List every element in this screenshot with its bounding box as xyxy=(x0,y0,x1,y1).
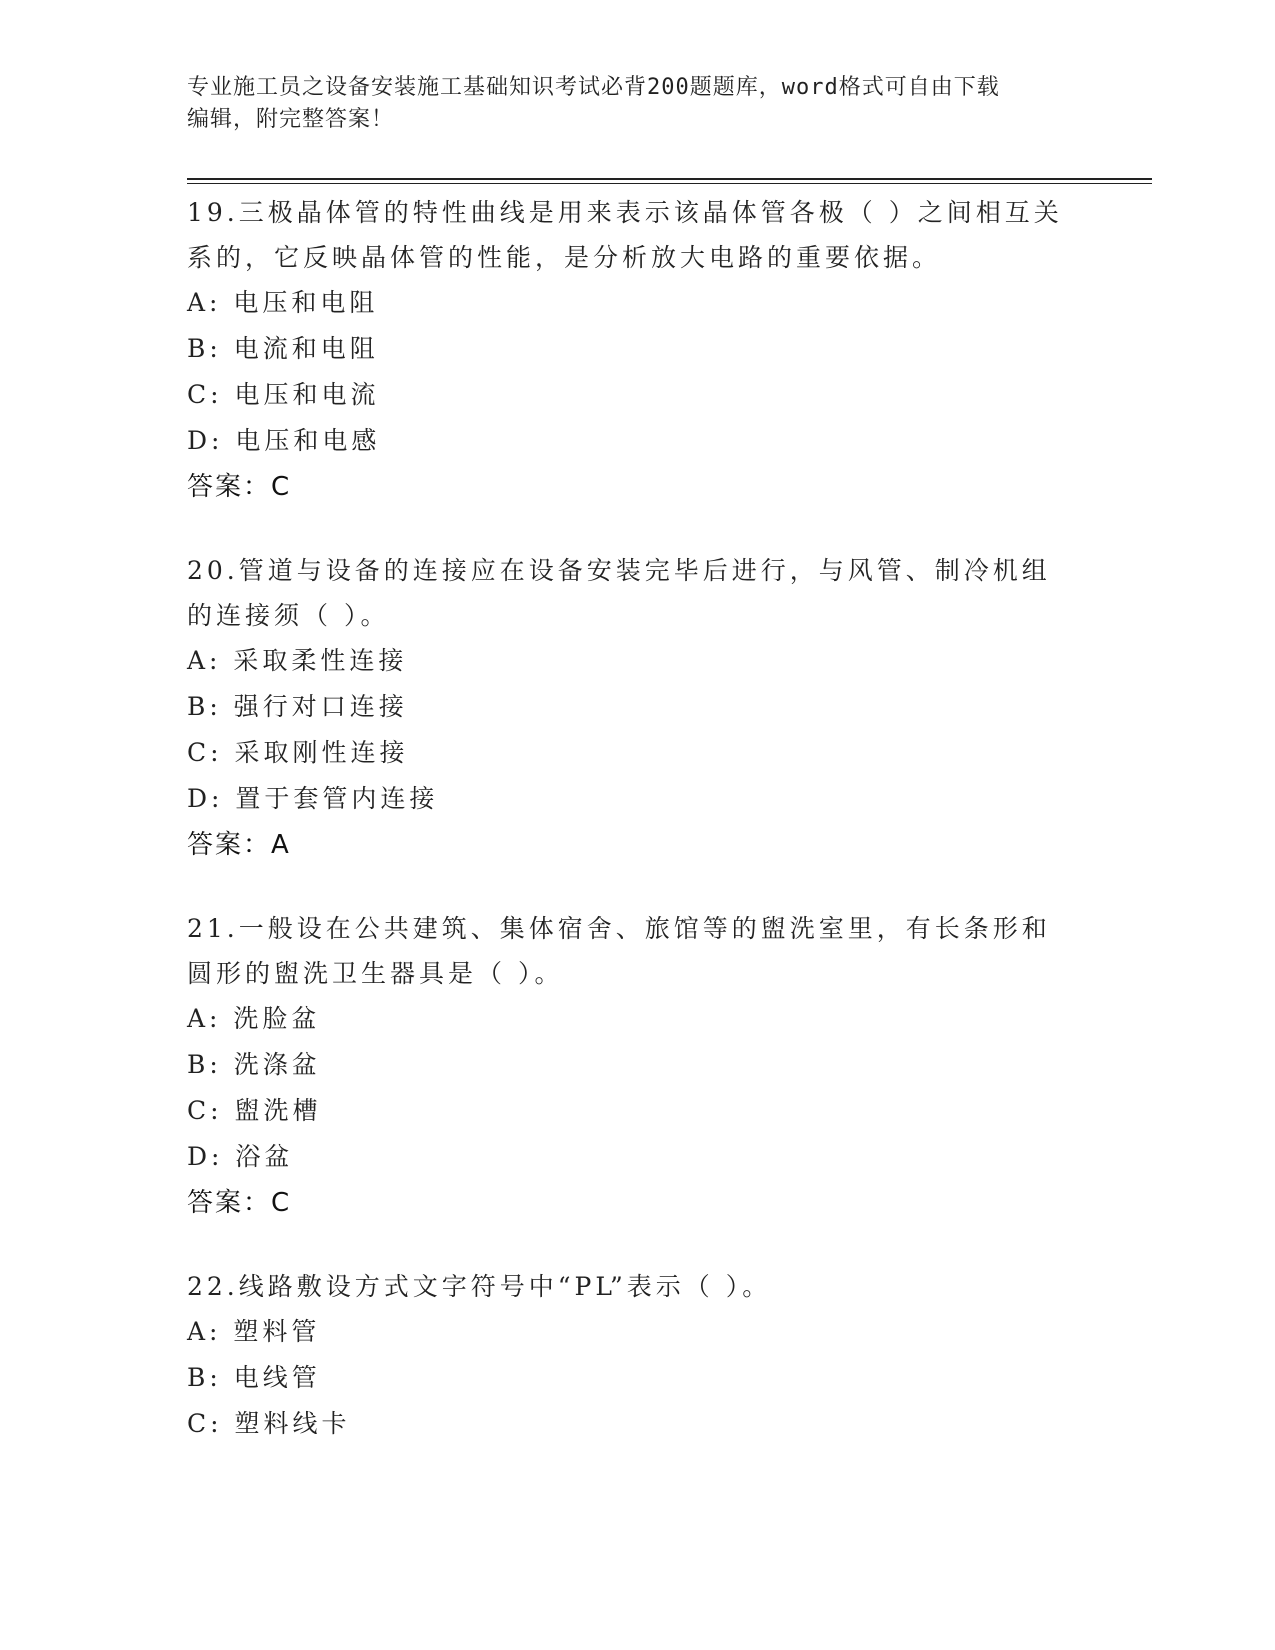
option-d: D: 浴盆 xyxy=(187,1142,294,1171)
answer-line: 答案：A xyxy=(187,830,291,860)
option-b: B: 强行对口连接 xyxy=(187,692,408,721)
option-c: C: 电压和电流 xyxy=(187,380,380,409)
option-c: C: 塑料线卡 xyxy=(187,1409,351,1438)
option-a: A: 采取柔性连接 xyxy=(187,646,408,675)
option-b: B: 电线管 xyxy=(187,1363,321,1392)
header-divider-thick xyxy=(187,178,1152,180)
question-19 xyxy=(187,190,1087,510)
question-text: 19.三极晶体管的特性曲线是用来表示该晶体管各极（ ）之间相互关系的，它反映晶体管的性能，是分析放大电路的重要依据。 xyxy=(187,198,1063,272)
option-a: A: 塑料管 xyxy=(187,1317,321,1346)
document-header xyxy=(187,72,1067,136)
question-21 xyxy=(187,906,1087,1226)
option-d: D: 置于套管内连接 xyxy=(187,784,439,813)
option-b: B: 电流和电阻 xyxy=(187,334,379,363)
option-d: D: 电压和电感 xyxy=(187,426,381,455)
option-b: B: 洗涤盆 xyxy=(187,1050,321,1079)
question-22 xyxy=(187,1264,1087,1447)
option-a: A: 电压和电阻 xyxy=(187,288,379,317)
answer-line: 答案：C xyxy=(187,472,292,502)
header-divider-thin xyxy=(187,183,1152,184)
header-line-2: 编辑，附完整答案！ xyxy=(187,107,395,132)
header-line-1: 专业施工员之设备安装施工基础知识考试必背200题题库，word格式可自由下载 xyxy=(187,75,1000,100)
question-text: 22.线路敷设方式文字符号中“PL”表示（ ）。 xyxy=(187,1272,772,1301)
question-text: 20.管道与设备的连接应在设备安装完毕后进行，与风管、制冷机组的连接须（ ）。 xyxy=(187,556,1051,630)
question-text: 21.一般设在公共建筑、集体宿舍、旅馆等的盥洗室里，有长条形和圆形的盥洗卫生器具是（ ）。 xyxy=(187,914,1051,988)
option-c: C: 采取刚性连接 xyxy=(187,738,409,767)
option-c: C: 盥洗槽 xyxy=(187,1096,322,1125)
option-a: A: 洗脸盆 xyxy=(187,1004,321,1033)
question-list xyxy=(187,190,1087,1485)
question-20 xyxy=(187,548,1087,868)
answer-line: 答案：C xyxy=(187,1188,292,1218)
